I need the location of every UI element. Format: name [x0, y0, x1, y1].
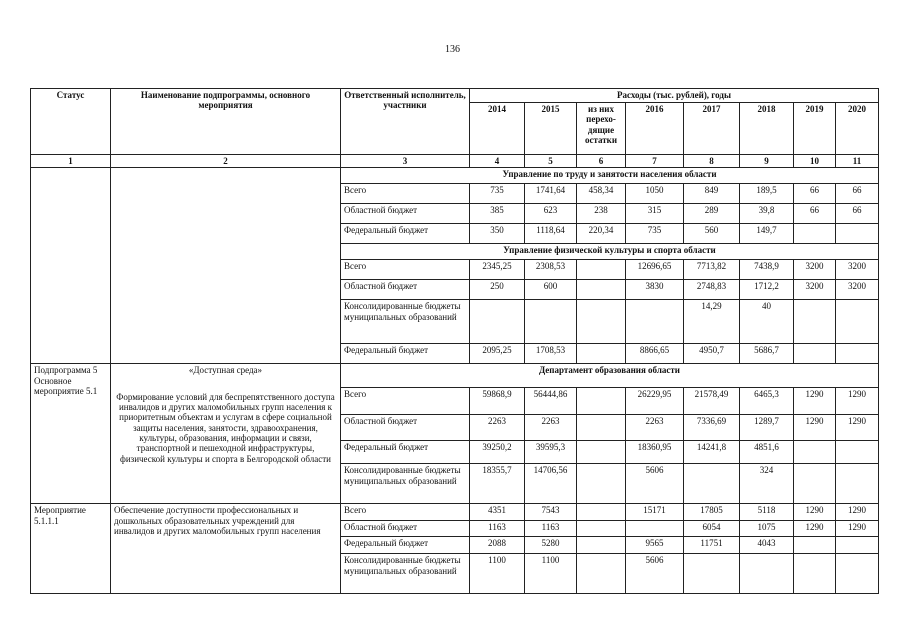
value-cell: [794, 554, 836, 594]
value-cell: [794, 441, 836, 464]
value-cell: [836, 441, 879, 464]
value-cell: 18360,95: [626, 441, 684, 464]
table-row: [31, 364, 879, 388]
column-number: 7: [626, 155, 684, 168]
value-cell: 1741,64: [525, 184, 577, 204]
column-number: 1: [31, 155, 111, 168]
value-cell: 1163: [470, 521, 525, 537]
value-cell: [577, 441, 626, 464]
value-cell: 458,34: [577, 184, 626, 204]
value-cell: 26229,95: [626, 388, 684, 415]
name-cell: Обеспечение доступности профессиональных и дошкольных образовательных учреждений для инвалидов и других маломобильных групп населения: [111, 504, 341, 594]
table-row: [31, 504, 879, 521]
header-responsible: Ответственный исполнитель, участники: [341, 89, 470, 155]
value-cell: 56444,86: [525, 388, 577, 415]
value-cell: 1075: [740, 521, 794, 537]
value-cell: 3200: [836, 280, 879, 300]
value-cell: 14241,8: [684, 441, 740, 464]
value-cell: [470, 300, 525, 344]
header-year: 2019: [794, 103, 836, 155]
value-cell: 2088: [470, 537, 525, 554]
value-cell: [577, 554, 626, 594]
value-cell: 3200: [794, 280, 836, 300]
value-cell: 350: [470, 224, 525, 244]
value-cell: 8866,65: [626, 344, 684, 364]
row-label: Областной бюджет: [341, 415, 470, 441]
value-cell: 7543: [525, 504, 577, 521]
value-cell: 238: [577, 204, 626, 224]
value-cell: 14,29: [684, 300, 740, 344]
table-row: [31, 168, 879, 184]
value-cell: 4351: [470, 504, 525, 521]
column-number: 11: [836, 155, 879, 168]
value-cell: 735: [470, 184, 525, 204]
column-number: 10: [794, 155, 836, 168]
column-number: 9: [740, 155, 794, 168]
row-label: Федеральный бюджет: [341, 224, 470, 244]
column-number: 5: [525, 155, 577, 168]
value-cell: [577, 521, 626, 537]
value-cell: 3200: [794, 260, 836, 280]
value-cell: 289: [684, 204, 740, 224]
value-cell: 66: [836, 204, 879, 224]
value-cell: [794, 464, 836, 504]
value-cell: 18355,7: [470, 464, 525, 504]
row-label: Всего: [341, 388, 470, 415]
value-cell: [577, 300, 626, 344]
value-cell: [794, 537, 836, 554]
value-cell: 220,34: [577, 224, 626, 244]
value-cell: 5118: [740, 504, 794, 521]
row-label: Областной бюджет: [341, 280, 470, 300]
column-number: 3: [341, 155, 470, 168]
value-cell: 4851,6: [740, 441, 794, 464]
value-cell: 21578,49: [684, 388, 740, 415]
value-cell: 1100: [470, 554, 525, 594]
value-cell: [794, 344, 836, 364]
column-number: 6: [577, 155, 626, 168]
value-cell: 2263: [626, 415, 684, 441]
row-label: Областной бюджет: [341, 521, 470, 537]
section-title: Управление по труду и занятости населения области: [341, 168, 879, 184]
row-label: Консолидированные бюджеты муниципальных образований: [341, 300, 470, 344]
value-cell: 2345,25: [470, 260, 525, 280]
row-label: Федеральный бюджет: [341, 441, 470, 464]
value-cell: 1100: [525, 554, 577, 594]
value-cell: 849: [684, 184, 740, 204]
header-expenses: Расходы (тыс. рублей), годы: [470, 89, 879, 103]
expenses-table: [30, 88, 879, 594]
value-cell: [577, 388, 626, 415]
value-cell: [577, 260, 626, 280]
table-row: [31, 155, 879, 168]
value-cell: [740, 554, 794, 594]
value-cell: 1290: [836, 415, 879, 441]
value-cell: 1290: [794, 521, 836, 537]
name-cell-empty: [111, 168, 341, 364]
header-year: из них перехо-дящие остатки: [577, 103, 626, 155]
value-cell: 7438,9: [740, 260, 794, 280]
row-label: Всего: [341, 504, 470, 521]
value-cell: 66: [836, 184, 879, 204]
value-cell: [577, 504, 626, 521]
value-cell: [626, 300, 684, 344]
value-cell: 59868,9: [470, 388, 525, 415]
value-cell: 2748,83: [684, 280, 740, 300]
value-cell: 149,7: [740, 224, 794, 244]
value-cell: [577, 537, 626, 554]
header-year: 2014: [470, 103, 525, 155]
value-cell: 40: [740, 300, 794, 344]
value-cell: 14706,56: [525, 464, 577, 504]
row-label: Областной бюджет: [341, 204, 470, 224]
value-cell: [626, 521, 684, 537]
value-cell: 4043: [740, 537, 794, 554]
value-cell: 623: [525, 204, 577, 224]
status-cell: Подпрограмма 5 Основное мероприятие 5.1: [31, 364, 111, 504]
row-label: Всего: [341, 184, 470, 204]
value-cell: [577, 415, 626, 441]
value-cell: [794, 300, 836, 344]
value-cell: 66: [794, 184, 836, 204]
value-cell: 324: [740, 464, 794, 504]
value-cell: 560: [684, 224, 740, 244]
value-cell: 66: [794, 204, 836, 224]
value-cell: [836, 224, 879, 244]
value-cell: 39250,2: [470, 441, 525, 464]
page-number: 136: [445, 44, 460, 55]
value-cell: 39595,3: [525, 441, 577, 464]
value-cell: [794, 224, 836, 244]
value-cell: 1163: [525, 521, 577, 537]
value-cell: 7336,69: [684, 415, 740, 441]
value-cell: 7713,82: [684, 260, 740, 280]
value-cell: [577, 280, 626, 300]
value-cell: 2308,53: [525, 260, 577, 280]
row-label: Федеральный бюджет: [341, 344, 470, 364]
value-cell: 5686,7: [740, 344, 794, 364]
value-cell: [836, 464, 879, 504]
value-cell: [836, 344, 879, 364]
value-cell: 189,5: [740, 184, 794, 204]
status-cell-empty: [31, 168, 111, 364]
section-title: Управление физической культуры и спорта области: [341, 244, 879, 260]
value-cell: [684, 554, 740, 594]
value-cell: [836, 300, 879, 344]
value-cell: [836, 554, 879, 594]
value-cell: 5280: [525, 537, 577, 554]
status-cell: Мероприятие 5.1.1.1: [31, 504, 111, 594]
value-cell: [684, 464, 740, 504]
value-cell: 2263: [470, 415, 525, 441]
column-number: 8: [684, 155, 740, 168]
value-cell: 1290: [794, 415, 836, 441]
subprogram-description: Формирование условий для беспрепятственного доступа инвалидов и других маломобильных групп населения к приоритетным объектам и услугам в сфере социальной защиты населения, занятости, здравоохранения, культуры, образования, информации и связи, транспортной и пешеходной инфраструктуры, физической культуры и спорта в Белгородской области: [116, 391, 335, 464]
subprogram-title: «Доступная среда»: [188, 365, 263, 376]
row-label: Консолидированные бюджеты муниципальных образований: [341, 464, 470, 504]
value-cell: 1289,7: [740, 415, 794, 441]
row-label: Федеральный бюджет: [341, 537, 470, 554]
value-cell: 315: [626, 204, 684, 224]
value-cell: [525, 300, 577, 344]
value-cell: [577, 464, 626, 504]
row-label: Всего: [341, 260, 470, 280]
value-cell: 3200: [836, 260, 879, 280]
value-cell: 600: [525, 280, 577, 300]
header-year: 2017: [684, 103, 740, 155]
value-cell: 1290: [794, 504, 836, 521]
value-cell: 17805: [684, 504, 740, 521]
value-cell: 39,8: [740, 204, 794, 224]
column-number: 2: [111, 155, 341, 168]
value-cell: 2263: [525, 415, 577, 441]
value-cell: 1290: [836, 504, 879, 521]
value-cell: 250: [470, 280, 525, 300]
header-year: 2015: [525, 103, 577, 155]
value-cell: 5606: [626, 554, 684, 594]
value-cell: 5606: [626, 464, 684, 504]
value-cell: 11751: [684, 537, 740, 554]
value-cell: 1290: [836, 521, 879, 537]
value-cell: 1118,64: [525, 224, 577, 244]
value-cell: 6054: [684, 521, 740, 537]
column-number: 4: [470, 155, 525, 168]
header-name: Наименование подпрограммы, основного мероприятия: [111, 89, 341, 155]
value-cell: [577, 344, 626, 364]
value-cell: 6465,3: [740, 388, 794, 415]
value-cell: 735: [626, 224, 684, 244]
value-cell: 1290: [836, 388, 879, 415]
value-cell: 1290: [794, 388, 836, 415]
value-cell: 1708,53: [525, 344, 577, 364]
value-cell: 12696,65: [626, 260, 684, 280]
value-cell: 385: [470, 204, 525, 224]
header-year: 2018: [740, 103, 794, 155]
header-year: 2020: [836, 103, 879, 155]
value-cell: 2095,25: [470, 344, 525, 364]
value-cell: 9565: [626, 537, 684, 554]
value-cell: 15171: [626, 504, 684, 521]
value-cell: 4950,7: [684, 344, 740, 364]
value-cell: [836, 537, 879, 554]
value-cell: 1050: [626, 184, 684, 204]
table-row: [31, 89, 879, 103]
value-cell: 1712,2: [740, 280, 794, 300]
value-cell: 3830: [626, 280, 684, 300]
section-title: Департамент образования области: [341, 364, 879, 388]
name-cell: [111, 364, 341, 504]
header-status: Статус: [31, 89, 111, 155]
row-label: Консолидированные бюджеты муниципальных образований: [341, 554, 470, 594]
header-year: 2016: [626, 103, 684, 155]
